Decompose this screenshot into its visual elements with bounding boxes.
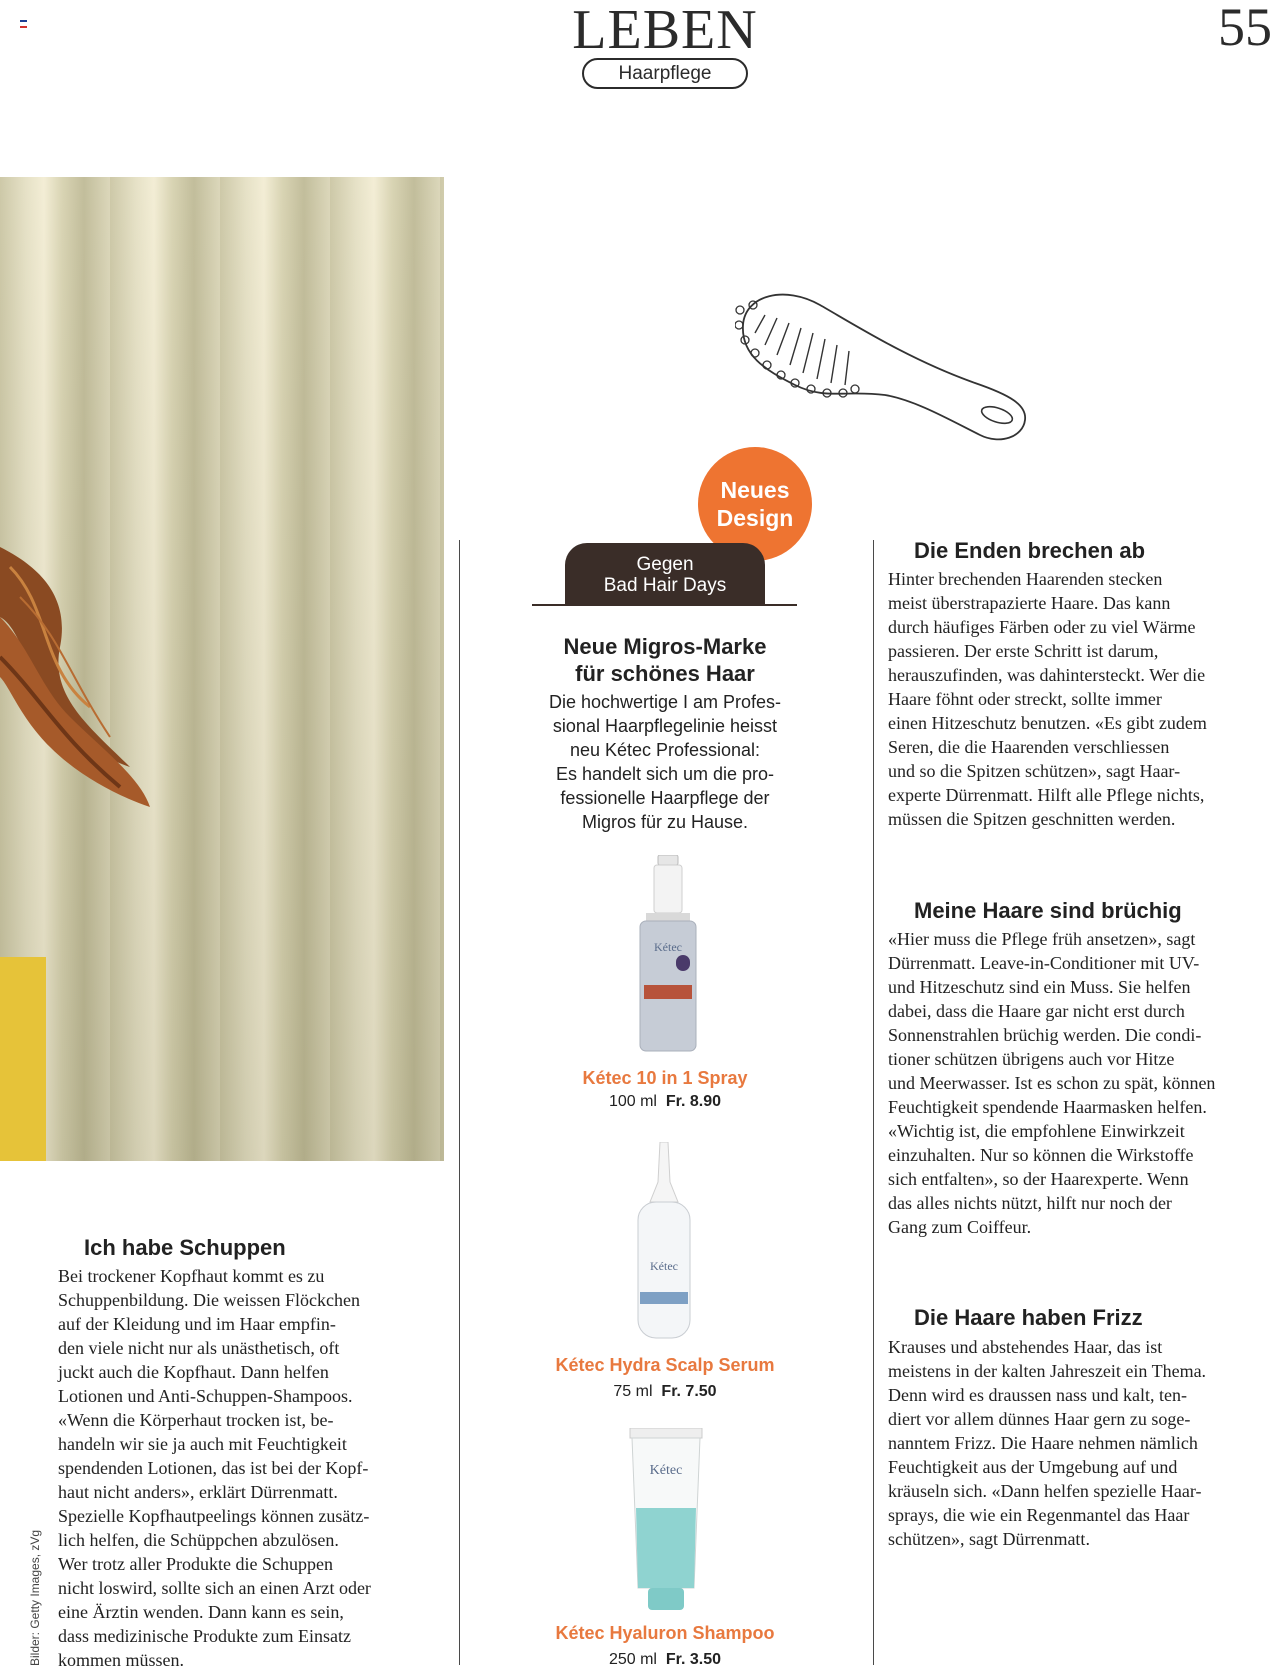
article-line: müssen die Spitzen geschnitten werden. xyxy=(888,809,1176,829)
article-line: und so die Spitzen schützen», sagt Haar- xyxy=(888,761,1181,781)
article-heading-schuppen: Ich habe Schuppen xyxy=(84,1235,286,1260)
article-line: spendenden Lotionen, das ist bei der Kopf- xyxy=(58,1458,369,1478)
article-line: Schuppenbildung. Die weissen Flöckchen xyxy=(58,1290,360,1310)
article-line: Denn wird es draussen nass und kalt, ten- xyxy=(888,1385,1187,1405)
promo-body-line: neu Kétec Professional: xyxy=(569,740,761,760)
article-line: Bei trockener Kopfhaut kommt es zu xyxy=(58,1266,325,1286)
column-divider-right xyxy=(873,540,874,1665)
promo-heading xyxy=(500,633,830,687)
article-line: auf der Kleidung und im Haar empfin- xyxy=(58,1314,336,1334)
article-line: und Hitzeschutz sind ein Muss. Sie helfen xyxy=(888,977,1191,997)
article-line: meistens in der kalten Jahreszeit ein Thema. xyxy=(888,1361,1207,1381)
product-size: 75 ml xyxy=(613,1383,653,1400)
yellow-shirt xyxy=(0,957,46,1161)
article-line: Lotionen und Anti-Schuppen-Shampoos. xyxy=(58,1386,353,1406)
article-line: Feuchtigkeit spendende Haarmasken helfen. xyxy=(888,1097,1207,1117)
promo-body-line: Die hochwertige I am Profes- xyxy=(548,692,782,712)
article-line: experte Dürrenmatt. Hilft alle Pflege nichts, xyxy=(888,785,1205,805)
article-heading-frizz: Die Haare haben Frizz xyxy=(914,1305,1143,1330)
article-line: Dürrenmatt. Leave-in-Conditioner mit UV- xyxy=(888,953,1200,973)
promo-body-line: fessionelle Haarpflege der xyxy=(560,788,770,808)
article-line: tioner schützen übrigens auch vor Hitze xyxy=(888,1049,1175,1069)
article-line: passieren. Der erste Schritt ist darum, xyxy=(888,641,1159,661)
product-name: Kétec Hydra Scalp Serum xyxy=(555,1355,775,1375)
article-body-frizz xyxy=(888,1335,1278,1551)
article-line: Sonnenstrahlen brüchig werden. Die condi- xyxy=(888,1025,1202,1045)
article-line: juckt auch die Kopfhaut. Dann helfen xyxy=(58,1362,329,1382)
section-title: LEBEN xyxy=(572,0,758,61)
product-price-line xyxy=(470,1093,860,1111)
badge-line-2: Design xyxy=(716,505,794,531)
article-heading-bruechig: Meine Haare sind brüchig xyxy=(914,898,1182,923)
promo-heading-line: Neue Migros-Marke xyxy=(563,634,767,659)
article-heading-enden: Die Enden brechen ab xyxy=(914,538,1146,563)
product-price-line xyxy=(470,1383,860,1401)
article-line: meist überstrapazierte Haare. Das kann xyxy=(888,593,1171,613)
column-divider-left xyxy=(459,540,460,1665)
promo-tab-line-2: Bad Hair Days xyxy=(603,575,727,596)
hairbrush-icon xyxy=(735,285,1035,450)
promo-body xyxy=(500,690,830,834)
badge-line-1: Neues xyxy=(720,477,790,503)
article-line: einzuhalten. Nur so können die Wirkstoffe xyxy=(888,1145,1194,1165)
promo-body-line: Migros für zu Hause. xyxy=(581,812,749,832)
article-line: Hinter brechenden Haarenden stecken xyxy=(888,569,1163,589)
article-line: kommen müssen. xyxy=(58,1650,184,1670)
article-line: «Wenn die Körperhaut trocken ist, be- xyxy=(58,1410,334,1430)
article-line: «Wichtig ist, die empfohlene Einwirkzeit xyxy=(888,1121,1185,1141)
article-line: nanntem Frizz. Die Haare nehmen nämlich xyxy=(888,1433,1198,1453)
article-line: dass medizinische Produkte zum Einsatz xyxy=(58,1626,351,1646)
serum-bottle-image xyxy=(632,1142,696,1340)
article-line: sprays, die wie ein Regenmantel das Haar xyxy=(888,1505,1190,1525)
section-tag: Haarpflege xyxy=(582,58,748,89)
article-line: einen Hitzeschutz benutzen. «Es gibt zudem xyxy=(888,713,1207,733)
article-line: Krauses und abstehendes Haar, das ist xyxy=(888,1337,1163,1357)
promo-body-line: sional Haarpflegelinie heisst xyxy=(552,716,778,736)
article-line: handeln wir sie ja auch mit Feuchtigkeit xyxy=(58,1434,347,1454)
flying-hair-graphic xyxy=(0,507,160,867)
article-line: nicht loswird, sollte sich an einen Arzt oder xyxy=(58,1578,371,1598)
article-line: haut nicht anders», erklärt Dürrenmatt. xyxy=(58,1482,338,1502)
article-line: herauszufinden, was dahintersteckt. Wer die xyxy=(888,665,1206,685)
article-line: schützen», sagt Dürrenmatt. xyxy=(888,1529,1090,1549)
article-line: lich helfen, die Schüppchen abzulösen. xyxy=(58,1530,339,1550)
article-line: Spezielle Kopfhautpeelings können zusätz- xyxy=(58,1506,370,1526)
article-line: Gang zum Coiffeur. xyxy=(888,1217,1032,1237)
promo-tab-line-1: Gegen xyxy=(636,554,694,575)
product-size: 250 ml xyxy=(608,1651,657,1668)
article-line: sich entfalten», so der Haarexperte. Wenn xyxy=(888,1169,1189,1189)
promo-body-line: Es handelt sich um die pro- xyxy=(555,764,775,784)
article-line: durch häufiges Färben oder zu viel Wärme xyxy=(888,617,1196,637)
article-line: das alles nichts nützt, hilft nur noch der xyxy=(888,1193,1172,1213)
article-body-enden xyxy=(888,567,1278,831)
page-number: 55 xyxy=(1218,0,1272,57)
spray-bottle-image xyxy=(630,855,706,1055)
product-price: Fr. 8.90 xyxy=(665,1093,722,1110)
product-price: Fr. 3.50 xyxy=(665,1651,722,1668)
product-price-line xyxy=(470,1651,860,1669)
article-body-bruechig xyxy=(888,927,1278,1239)
article-line: «Hier muss die Pflege früh ansetzen», sagt xyxy=(888,929,1196,949)
product-price: Fr. 7.50 xyxy=(661,1383,717,1400)
promo-tab xyxy=(565,543,765,604)
article-line: und Meerwasser. Ist es schon zu spät, können xyxy=(888,1073,1216,1093)
product-name: Kétec Hyaluron Shampoo xyxy=(555,1623,775,1643)
article-line: diert vor allem dünnes Haar gern zu soge- xyxy=(888,1409,1191,1429)
promo-heading-line: für schönes Haar xyxy=(575,661,755,686)
spray-label: Kétec xyxy=(654,940,682,954)
article-line: Wer trotz aller Produkte die Schuppen xyxy=(58,1554,333,1574)
article-line: den viele nicht nur als unästhetisch, oft xyxy=(58,1338,340,1358)
article-body-schuppen xyxy=(58,1264,448,1672)
serum-label: Kétec xyxy=(650,1259,678,1273)
article-line: kräuseln sich. «Dann helfen spezielle Haar- xyxy=(888,1481,1202,1501)
promo-tab-rule xyxy=(532,604,797,606)
article-line: Seren, die die Haarenden verschliessen xyxy=(888,737,1170,757)
hair-photo xyxy=(0,177,444,1161)
article-line: Feuchtigkeit aus der Umgebung auf und xyxy=(888,1457,1178,1477)
article-line: Haare föhnt oder streckt, sollte immer xyxy=(888,689,1162,709)
product-name: Kétec 10 in 1 Spray xyxy=(582,1068,748,1088)
product-size: 100 ml xyxy=(608,1093,657,1110)
article-line: eine Ärztin wenden. Dann kann es sein, xyxy=(58,1602,344,1622)
shampoo-tube-image xyxy=(628,1428,704,1612)
shampoo-label: Kétec xyxy=(649,1463,683,1478)
article-line: dabei, dass die Haare gar nicht erst durch xyxy=(888,1001,1185,1021)
photo-credit: Bilder: Getty Images, zVg xyxy=(28,1529,42,1666)
